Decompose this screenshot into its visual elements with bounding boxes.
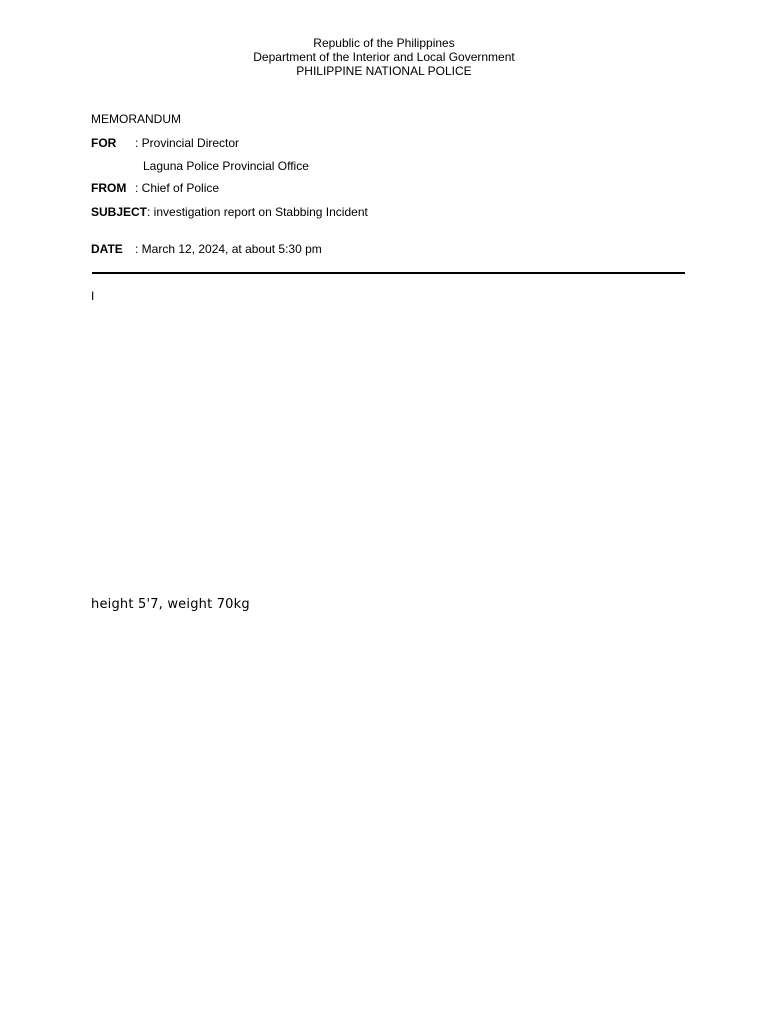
memo-from-value: : Chief of Police (135, 181, 220, 195)
text-cursor-mark: I (91, 289, 95, 303)
memo-from-label: FROM (91, 181, 127, 195)
memo-date-label: DATE (91, 242, 123, 256)
memo-for-value: : Provincial Director (135, 136, 240, 150)
memo-for-office: Laguna Police Provincial Office (143, 159, 309, 173)
memo-for-label: FOR (91, 136, 117, 150)
memo-title: MEMORANDUM (91, 112, 181, 126)
memo-date-row (91, 242, 322, 256)
document-header (0, 36, 768, 78)
body-note: height 5'7, weight 70kg (91, 597, 250, 612)
memo-subject-row (91, 205, 368, 219)
header-department: Department of the Interior and Local Government (253, 50, 515, 64)
header-agency: PHILIPPINE NATIONAL POLICE (296, 64, 472, 78)
header-republic: Republic of the Philippines (313, 36, 455, 50)
memo-subject-value: : investigation report on Stabbing Incident (147, 205, 368, 219)
header-divider (92, 272, 685, 274)
memo-for-row (91, 136, 239, 150)
memo-date-value: : March 12, 2024, at about 5:30 pm (135, 242, 322, 256)
memo-subject-label: SUBJECT (91, 205, 148, 219)
memo-from-row (91, 181, 219, 195)
